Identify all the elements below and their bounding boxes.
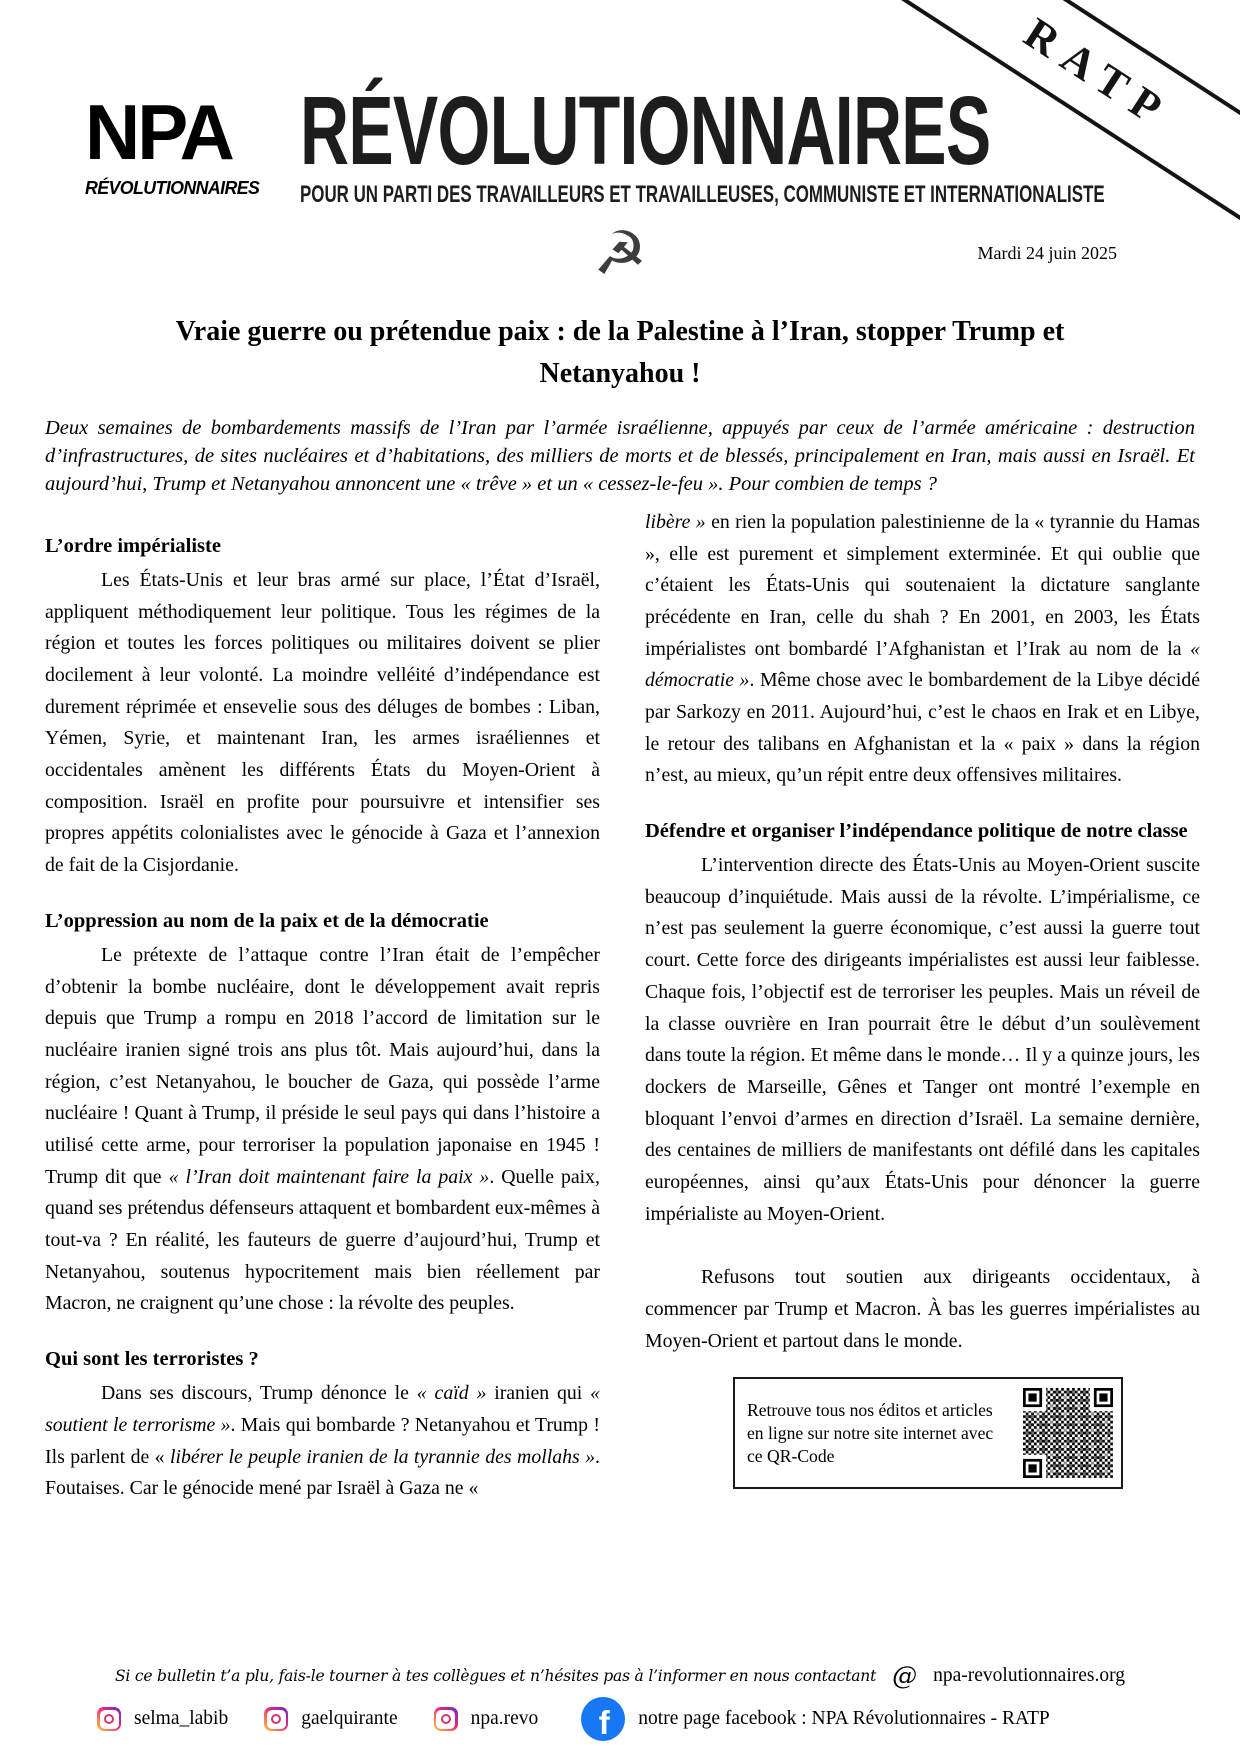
masthead-title-text: RÉVOLUTIONNAIRES: [300, 76, 991, 185]
footer-tagline: Si ce bulletin t’a plu, fais-le tourner à tes collègues et n’hésites pas à l’informer en nous contactant: [114, 1666, 877, 1685]
dateline: Mardi 24 juin 2025: [977, 243, 1117, 264]
qr-code-box: [733, 1377, 1123, 1489]
masthead-titles: [300, 76, 1195, 209]
right-column: [645, 507, 1200, 1661]
paragraph-oppression: Le prétexte de l’attaque contre l’Iran était de l’empêcher d’obtenir la bombe nucléaire, dont le développement avait repris depuis que Trump a rompu en 2018 l’accord de limitation sur le nucléaire iranien signé trois ans plus tôt. Mais aujourd’hui, dans la région, c’est Netanyahou, le boucher de Gaza, qui possède l’arme nucléaire ! Quant à Trump, il préside le seul pays qui dans l’histoire a utilisé cette arme, pour terroriser la population japonaise en 1945 ! Trump dit que « l’Iran doit maintenant faire la paix ». Quelle paix, quand ses prétendus défenseurs attaquent et bombardent eux-mêmes à tout-va ? En réalité, les fauteurs de guerre d’aujourd’hui, Trump et Netanyahou, soutenus hypocritement mais bien réellement par Macron, ne craignent qu’une chose : la révolte des peuples.: [45, 944, 600, 1315]
instagram-handle: selma_labib: [134, 1708, 229, 1729]
qr-code: [1023, 1388, 1113, 1478]
intro-paragraph: Deux semaines de bombardements massifs de l’Iran par l’armée israélienne, appuyés par ceux de l’armée américaine : destruction d’infrastructures, de sites nucléaires et d’habitations, des milliers de morts et de blessés, principalement en Iran, mais aussi en Israël. Et aujourd’hui, Trump et Netanyahou annoncent une « trêve » et un « cessez-le-feu ». Pour combien de temps ?: [45, 417, 1195, 495]
facebook-icon: [581, 1697, 625, 1741]
at-icon: @: [892, 1661, 918, 1690]
section-heading-defendre: Défendre et organiser l’indépendance politique de notre classe: [645, 819, 1188, 842]
paragraph-refusons: Refusons tout soutien aux dirigeants occidentaux, à commencer par Trump et Macron. À bas les guerres impérialistes au Moyen-Orient et partout dans le monde.: [645, 1266, 1200, 1352]
masthead-subtitle: [300, 181, 1195, 209]
instagram-handle: gaelquirante: [301, 1708, 398, 1729]
paragraph-defendre: L’intervention directe des États-Unis au Moyen-Orient suscite beaucoup d’inquiétude. Mais aussi de la révolte. L’impérialisme, ce n’est pas seulement la guerre économique, c’est aussi la guerre tout court. Cette force des dirigeants impérialistes est aussi leur faiblesse. Chaque fois, l’objectif est de terroriser les peuples. Mais un réveil de la classe ouvrière en Iran pourrait être le début d’un soulèvement dans toute la région. Et même dans le monde… Il y a quinze jours, les dockers de Marseille, Gênes et Tanger ont montré l’exemple en bloquant l’envoi d’armes en direction d’Israël. La semaine dernière, des centaines de milliers de manifestants ont défilé dans les capitales européennes, ainsi qu’aux États-Unis pour dénoncer la guerre impérialiste au Moyen-Orient.: [645, 854, 1200, 1225]
instagram-icon: [434, 1707, 458, 1731]
facebook-page-label: notre page facebook : NPA Révolutionnaires - RATP: [638, 1708, 1050, 1729]
footer-contact-line: [45, 1661, 1195, 1690]
footer-social-line: [45, 1697, 1195, 1741]
website-url: npa-revolutionnaires.org: [933, 1664, 1126, 1686]
npa-logo-title: NPA: [85, 88, 232, 176]
section-heading-oppression: L’oppression au nom de la paix et de la démocratie: [45, 909, 489, 932]
section-heading-ordre-imperialiste: L’ordre impérialiste: [45, 534, 221, 557]
emblem-row: [45, 211, 1195, 297]
masthead-title: [300, 76, 1195, 185]
footer: [45, 1661, 1195, 1755]
npa-logo-subtitle: RÉVOLUTIONNAIRES: [85, 176, 260, 198]
npa-logo: [45, 86, 270, 199]
instagram-icon: [264, 1707, 288, 1731]
instagram-icon: [97, 1707, 121, 1731]
left-column: [45, 507, 600, 1661]
article-columns: [45, 507, 1200, 1661]
paragraph-terroristes: Dans ses discours, Trump dénonce le « caïd » iranien qui « soutient le terrorisme ». Mais qui bombarde ? Netanyahou et Trump ! Ils parlent de « libérer le peuple iranien de la tyrannie des mollahs ». Foutaises. Car le génocide mené par Israël à Gaza ne «: [45, 1382, 600, 1500]
masthead: [45, 0, 1195, 209]
headline: Vraie guerre ou prétendue paix : de la Palestine à l’Iran, stopper Trump et Netanyahou !: [175, 316, 1065, 390]
qr-box-text: Retrouve tous nos éditos et articles en ligne sur notre site internet avec ce QR-Code: [747, 1399, 994, 1466]
paragraph-ordre-imperialiste: Les États-Unis et leur bras armé sur place, l’État d’Israël, appliquent méthodiquement leur politique. Tous les régimes de la région et toutes les forces politiques ou militaires doivent se plier docilement à leur volonté. La moindre velléité d’indépendance est durement réprimée et ensevelie sous des déluges de bombes : Liban, Yémen, Syrie, et maintenant Iran, les armes israéliennes et occidentales amènent les différents États du Moyen-Orient à composition. Israël en profite pour poursuivre et intensifier ses propres appétits colonialistes avec le génocide à Gaza et l’annexion de fait de la Cisjordanie.: [45, 569, 600, 877]
hammer-sickle-icon: ☭: [593, 219, 647, 290]
paragraph-continuation: libère » en rien la population palestinienne de la « tyrannie du Hamas », elle est purement et simplement exterminée. Et qui oublie que c’étaient les États-Unis qui soutenaient la dictature sanglante précédente en Iran, celle du shah ? En 2001, en 2003, les États impérialistes ont bombardé l’Afghanistan et l’Irak au nom de la « démocratie ». Même chose avec le bombardement de la Libye décidé par Sarkozy en 2011. Aujourd’hui, c’est le chaos en Irak et en Libye, le retour des talibans en Afghanistan et la « paix » dans la région n’est, au mieux, qu’un répit entre deux offensives militaires.: [645, 510, 1200, 787]
instagram-handle: npa.revo: [470, 1708, 539, 1729]
section-heading-terroristes: Qui sont les terroristes ?: [45, 1348, 259, 1371]
ratp-label: RATP: [1015, 7, 1181, 139]
masthead-subtitle-text: POUR UN PARTI DES TRAVAILLEURS ET TRAVAILLEUSES, COMMUNISTE ET INTERNATIONALISTE: [300, 181, 1105, 209]
